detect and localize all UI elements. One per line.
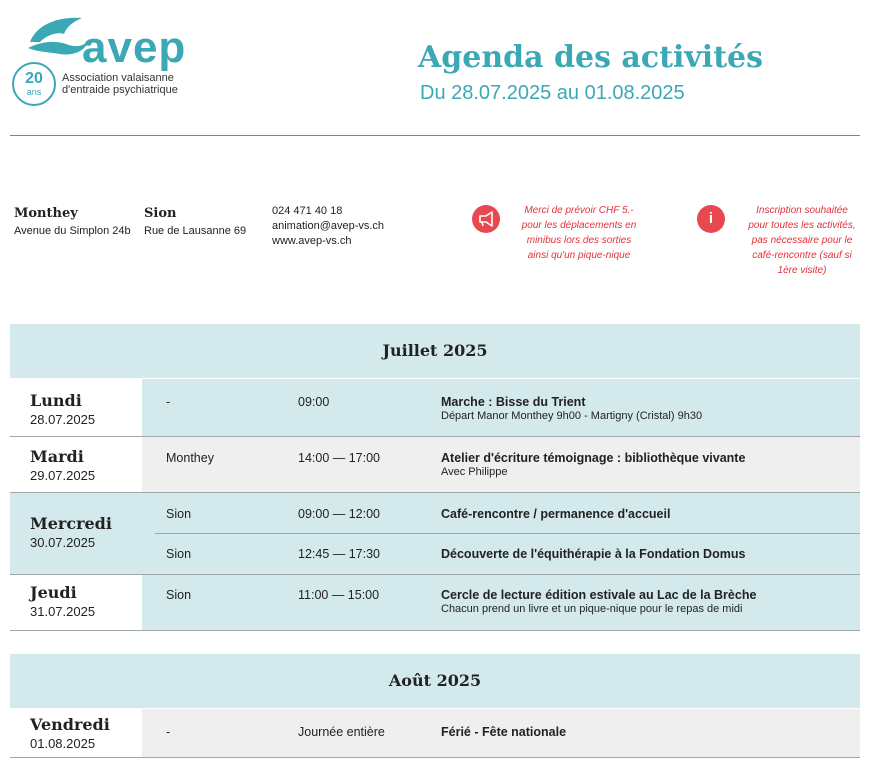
activity-details bbox=[441, 395, 702, 424]
activity-place: Sion bbox=[166, 588, 192, 602]
registration-note-line5: 1ère visite) bbox=[777, 265, 827, 276]
contact-details bbox=[272, 204, 384, 249]
activity-time: 12:45 — 17:30 bbox=[298, 547, 381, 561]
header-divider bbox=[10, 135, 860, 136]
city-monthey: Monthey bbox=[14, 206, 78, 221]
activity-details bbox=[441, 588, 756, 617]
day-friday bbox=[10, 709, 142, 757]
city-sion: Sion bbox=[144, 206, 177, 221]
badge-number: 20 bbox=[25, 70, 43, 87]
activity-title: Cercle de lecture édition estivale au Lac de la Brèche bbox=[441, 588, 757, 602]
logo-subtitle bbox=[62, 72, 178, 96]
month-header-august: Août 2025 bbox=[10, 654, 860, 708]
day-date: 31.07.2025 bbox=[30, 604, 96, 619]
avep-logo bbox=[12, 12, 212, 102]
fee-note-line2: pour les déplacements en bbox=[521, 220, 637, 231]
activity-subtitle: Chacun prend un livre et un pique-nique pour le repas de midi bbox=[441, 603, 743, 615]
activity-time: 09:00 bbox=[298, 395, 330, 409]
activity-row[interactable] bbox=[142, 379, 860, 436]
fee-note-line1: Merci de prévoir CHF 5.- bbox=[524, 205, 634, 216]
activity-row[interactable] bbox=[142, 493, 860, 533]
contact-monthey bbox=[14, 206, 131, 237]
megaphone-icon bbox=[472, 205, 500, 233]
fee-note-line3: minibus lors des sorties bbox=[526, 235, 632, 246]
day-wednesday bbox=[10, 493, 142, 574]
fee-note-line4: ainsi qu'un pique-nique bbox=[527, 250, 631, 261]
contact-sion bbox=[144, 206, 246, 237]
activity-place: - bbox=[166, 725, 171, 739]
day-name: Vendredi bbox=[30, 715, 110, 734]
activity-title: Férié - Fête nationale bbox=[441, 725, 567, 739]
activity-details bbox=[441, 451, 745, 480]
activity-subtitle: Avec Philippe bbox=[441, 466, 508, 478]
day-date: 29.07.2025 bbox=[30, 468, 96, 483]
row-divider bbox=[10, 630, 860, 631]
day-date: 30.07.2025 bbox=[30, 535, 96, 550]
fee-note bbox=[512, 203, 646, 263]
address-sion: Rue de Lausanne 69 bbox=[144, 225, 247, 237]
anniversary-badge bbox=[12, 62, 56, 106]
activity-details bbox=[441, 507, 670, 521]
day-name: Mardi bbox=[30, 447, 84, 466]
activity-details bbox=[441, 547, 745, 561]
day-date: 01.08.2025 bbox=[30, 736, 96, 751]
day-monday bbox=[10, 379, 142, 436]
activity-time: 11:00 — 15:00 bbox=[298, 588, 380, 602]
activity-row[interactable] bbox=[142, 534, 860, 574]
activity-place: Monthey bbox=[166, 451, 214, 465]
activity-row[interactable] bbox=[142, 437, 860, 492]
activity-title: Découverte de l'équithérapie à la Fondation Domus bbox=[441, 547, 746, 561]
day-date: 28.07.2025 bbox=[30, 412, 96, 427]
activity-details bbox=[441, 725, 566, 739]
day-thursday bbox=[10, 575, 142, 630]
website-link[interactable]: www.avep-vs.ch bbox=[272, 235, 352, 247]
phone-number[interactable]: 024 471 40 18 bbox=[272, 205, 343, 217]
activity-title: Atelier d'écriture témoignage : bibliothèque vivante bbox=[441, 451, 746, 465]
day-name: Mercredi bbox=[30, 514, 112, 533]
month-header-july: Juillet 2025 bbox=[10, 324, 860, 378]
activity-subtitle: Départ Manor Monthey 9h00 - Martigny (Cristal) 9h30 bbox=[441, 410, 703, 422]
activity-row[interactable] bbox=[142, 709, 860, 757]
date-range: Du 28.07.2025 au 01.08.2025 bbox=[420, 82, 685, 104]
activity-time: 14:00 — 17:00 bbox=[298, 451, 381, 465]
logo-subtitle-line1: Association valaisanne bbox=[62, 72, 174, 84]
activity-title: Marche : Bisse du Trient bbox=[441, 395, 586, 409]
day-name: Jeudi bbox=[30, 583, 77, 602]
activity-time: 09:00 — 12:00 bbox=[298, 507, 381, 521]
megaphone-glyph bbox=[472, 205, 500, 233]
day-name: Lundi bbox=[30, 391, 82, 410]
registration-note-line1: Inscription souhaitée bbox=[756, 205, 848, 216]
badge-text: ans bbox=[26, 87, 42, 97]
logo-subtitle-line2: d'entraide psychiatrique bbox=[62, 84, 178, 96]
activity-title: Café-rencontre / permanence d'accueil bbox=[441, 507, 671, 521]
info-icon: i bbox=[697, 205, 725, 233]
activity-place: Sion bbox=[166, 547, 192, 561]
registration-note-line3: pas nécessaire pour le bbox=[751, 235, 853, 246]
registration-note-line2: pour toutes les activités, bbox=[748, 220, 856, 231]
registration-note-line4: café-rencontre (sauf si bbox=[752, 250, 852, 261]
email-link[interactable]: animation@avep-vs.ch bbox=[272, 220, 385, 232]
address-monthey: Avenue du Simplon 24b bbox=[14, 225, 131, 237]
day-tuesday bbox=[10, 437, 142, 492]
logo-wordmark: avep bbox=[82, 23, 187, 72]
registration-note bbox=[740, 203, 864, 278]
activity-time: Journée entière bbox=[298, 725, 385, 739]
activity-row[interactable] bbox=[142, 575, 860, 630]
row-divider bbox=[10, 757, 860, 758]
activity-place: Sion bbox=[166, 507, 192, 521]
page-title: Agenda des activités bbox=[418, 40, 764, 75]
activity-place: - bbox=[166, 395, 171, 409]
